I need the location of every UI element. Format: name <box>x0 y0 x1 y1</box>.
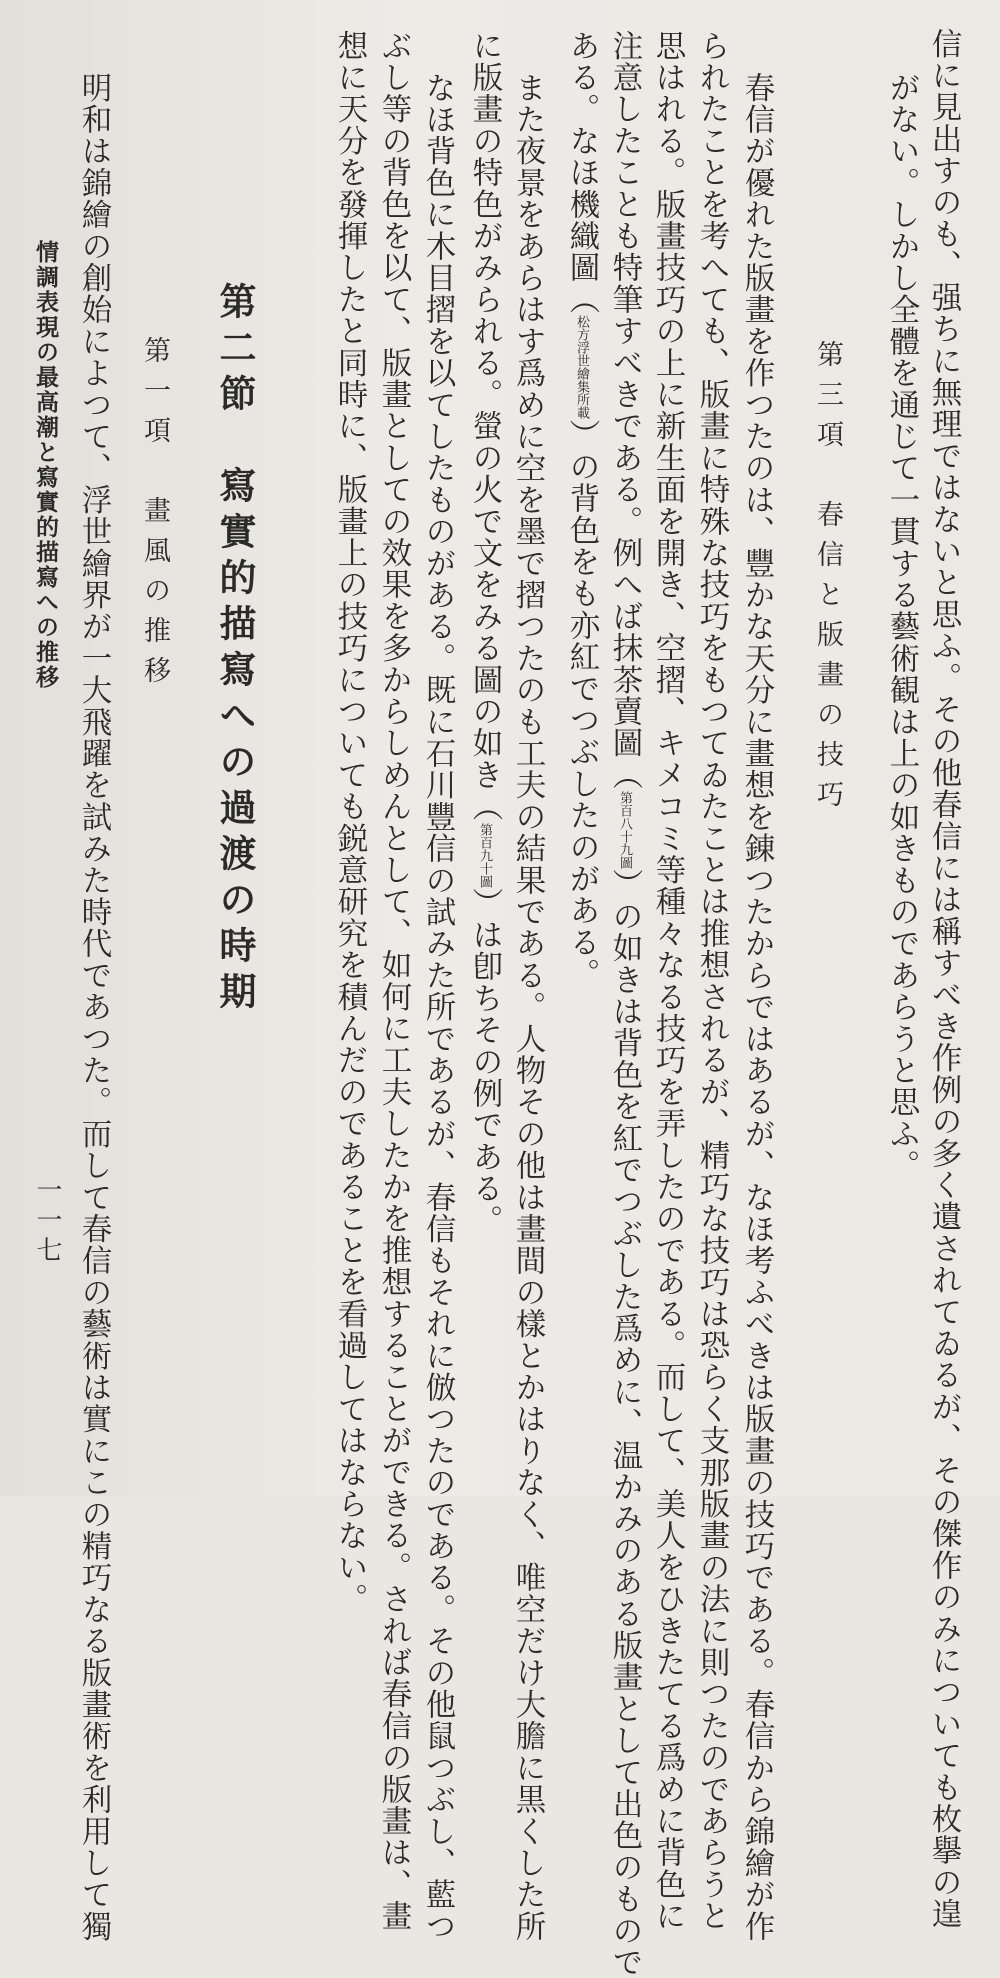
text-column-7 <box>560 30 602 990</box>
text-column-11: ぶし等の背色を以て、版畫としての效果を多からしめんとして、如何に工夫したかを推想することができる。されば春信の版畫は、畫 <box>376 30 411 1932</box>
source-note-matsukata: 松方浮世繪集所載 <box>574 315 589 420</box>
figure-note-189: 第百八十九圖 <box>617 790 632 869</box>
running-head: 情調表現の最高潮と寫實的描寫への推移 <box>32 240 59 690</box>
column-9-text: に版畫の特色がみられる。螢の火で文をみる圖の如き（ <box>467 30 502 823</box>
text-column-3: 春信が優れた版畫を作つたのは、豐かな天分に畫想を錬つたからではあるが、なほ考ふべきは版畫の技巧である。春信から錦繪が作 <box>739 72 774 1943</box>
column-9-text-tail: ）は卽ちその例である。 <box>467 887 502 1237</box>
column-6-text-tail: ）の如きは背色を紅でつぶした爲めに、温かみのある版畫として出色のもので <box>607 868 642 1978</box>
column-7-text-tail: ）の背色をも亦紅でつぶしたのがある。 <box>564 419 599 990</box>
section-heading-third-item: 第三項 春信と版畫の技巧 <box>812 340 843 820</box>
text-column-12: 想に天分を發揮したと同時に、版畫上の技巧についても鋭意研究を積んだのであることを看過してはならない。 <box>332 30 367 1615</box>
text-column-13: 明和は錦繪の創始によつて、浮世繪界が一大飛躍を試みた時代であつた。而して春信の藝術は實にこの精巧なる版畫術を利用して獨 <box>76 72 111 1943</box>
text-column-10: なほ背色に木目摺を以てしたものがある。既に石川豐信の試みた所であるが、春信もそれに倣つたのである。その他鼠つぶし、藍つ <box>420 72 455 1943</box>
figure-note-190: 第百九十圖 <box>477 822 492 888</box>
text-column-6 <box>603 30 645 1978</box>
column-7-text: ある。なほ機織圖（ <box>564 30 599 316</box>
text-column-5: 思はれる。版畫技巧の上に新生面を開き、空摺、キメコミ等種々なる技巧を弄したのである。而して、美人をひきたてる爲めに背色に <box>650 30 685 1932</box>
text-column-9 <box>463 30 505 1236</box>
text-column-4: られたことを考へても、版畫に特殊な技巧をもつてゐたことは推想されるが、精巧な技巧は恐らく支那版畫の法に則つたのであらうと <box>694 30 729 1932</box>
page-number: 一一七 <box>32 1176 62 1266</box>
subsection-heading-first-item: 第一項 畫風の推移 <box>139 336 170 696</box>
text-column-2: がない。しかし全體を通じて一貫する藝術観は上の如きものであらうと思ふ。 <box>884 72 919 1182</box>
text-column-8: また夜景をあらはす爲めに空を墨で摺つたのも工夫の結果である。人物その他は畫間の樣とかはりなく、唯空だけ大膽に黒くした所 <box>510 72 545 1943</box>
column-6-text: 注意したことも特筆すべきである。例へば抹茶賣圖（ <box>607 30 642 791</box>
section-heading-second-section: 第二節 寫實的描寫への過渡の時期 <box>213 282 257 1018</box>
text-column-1: 信に見出すのも、强ちに無理ではないと思ふ。その他春信には稱すべき作例の多く遺されてゐるが、その傑作のみについても枚擧の遑 <box>926 28 961 1930</box>
